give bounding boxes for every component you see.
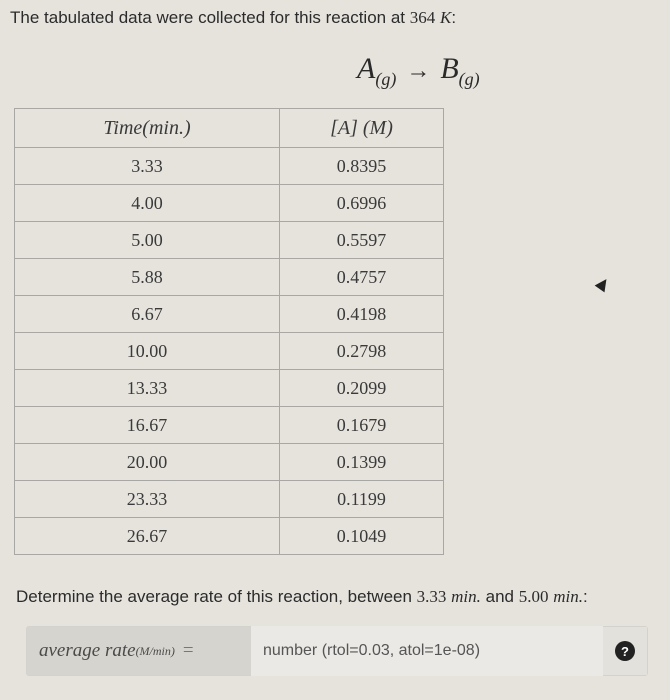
concentration-cell: 0.5597 [280,222,444,259]
time-cell: 5.00 [15,222,280,259]
table-row [15,148,444,185]
equals-sign: = [182,640,194,661]
time-cell: 26.67 [15,518,280,555]
time-cell: 10.00 [15,333,280,370]
time-start-unit: min. [451,587,481,606]
concentration-cell: 0.4757 [280,259,444,296]
question-mid: and [480,587,519,606]
table-row [15,444,444,481]
intro-text [10,8,456,28]
time-end: 5.00 [518,587,549,606]
intro-label: The tabulated data were collected for this reaction at [10,8,410,27]
average-rate-input[interactable] [251,626,603,676]
table-row [15,222,444,259]
table-row [15,481,444,518]
concentration-cell: 0.1679 [280,407,444,444]
question-suffix: : [582,587,588,606]
answer-label-unit: (M/min) [135,643,175,658]
concentration-cell: 0.1399 [280,444,444,481]
table-row [15,185,444,222]
concentration-cell: 0.1199 [280,481,444,518]
temperature-value: 364 [409,8,436,27]
intro-suffix: : [451,8,457,27]
concentration-cell: 0.1049 [280,518,444,555]
concentration-cell: 0.8395 [280,148,444,185]
reaction-arrow-icon: → [406,58,431,84]
concentration-cell: 0.2099 [280,370,444,407]
product-state: (g) [458,69,480,89]
time-cell: 16.67 [15,407,280,444]
concentration-cell: 0.4198 [280,296,444,333]
table-row [15,259,444,296]
help-icon[interactable]: ? [615,641,635,661]
reactant-state: (g) [375,69,397,89]
time-cell: 5.88 [15,259,280,296]
answer-label-text: average rate [39,640,136,661]
time-end-unit: min. [553,587,583,606]
table-row [15,296,444,333]
table-row [15,407,444,444]
answer-row [26,626,648,676]
header-concentration: [A] (M) [280,109,444,148]
header-time: Time(min.) [15,109,280,148]
time-cell: 4.00 [15,185,280,222]
answer-label [27,627,251,675]
table-row [15,333,444,370]
data-table [14,108,444,555]
table-row [15,518,444,555]
product: B [440,52,459,85]
temperature-unit: K [439,8,452,27]
reactant: A [357,52,376,85]
time-cell: 23.33 [15,481,280,518]
reaction-equation [357,52,480,90]
help-button[interactable] [603,627,647,675]
question-prefix: Determine the average rate of this reaction, between [16,587,417,606]
time-cell: 13.33 [15,370,280,407]
time-start: 3.33 [416,587,447,606]
concentration-cell: 0.6996 [280,185,444,222]
time-cell: 20.00 [15,444,280,481]
time-cell: 3.33 [15,148,280,185]
table-row [15,370,444,407]
question-text [16,587,588,607]
table-header-row [15,109,444,148]
time-cell: 6.67 [15,296,280,333]
concentration-cell: 0.2798 [280,333,444,370]
mouse-cursor-icon [595,276,612,293]
